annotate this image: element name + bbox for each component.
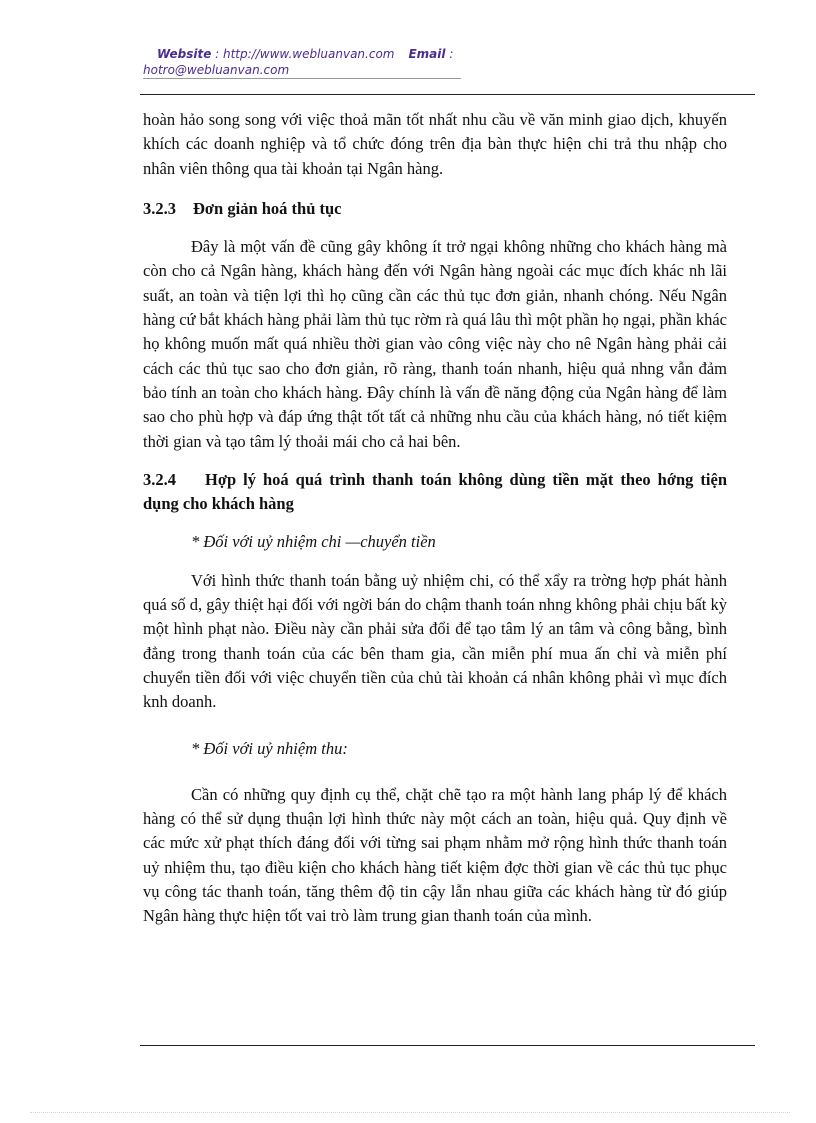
website-label: Website [157,47,212,61]
section-heading-3-2-3 [143,197,727,221]
paragraph-intro: hoàn hảo song song với việc thoả mãn tốt nhất nhu cầu về văn minh giao dịch, khuyến khích các doanh nghiệp và tổ chức đóng trên địa bàn thực hiện chi trả thu nhập cho nhân viên thông qua tài khoản tại Ngân hàng. [143,110,727,178]
section-heading-3-2-4 [143,468,727,517]
page-bottom-dotted-line [30,1112,790,1113]
email-separator: : [445,47,454,61]
header-line-2 [143,62,461,79]
header-line-1 [143,46,463,62]
section-title: Hợp lý hoá quá trình thanh toán không dùng tiền mặt theo hớng tiện dụng cho khách hàng [143,469,727,514]
paragraph-payment-order: Với hình thức thanh toán bằng uỷ nhiệm chi, có thể xẩy ra trờng hợp phát hành quá số d, gây thiệt hại đối với ngời bán do chậm thanh toán nhng không phải chịu bất kỳ một hình phạt nào. Điều này cần phải sửa đổi để tạo tâm lý an tâm và công bằng, bình đẳng trong thanh toán của các bên tham gia, cần miễn phí mua ấn chỉ và miễn phí chuyển tiền đối với việc chuyển tiền của chủ tài khoản cá nhân không phải vì mục đích knh doanh. [143,570,727,712]
document-body [143,108,727,929]
website-url-link[interactable]: http://www.webluanvan.com [223,47,395,61]
subheading-collection-order: * Đối với uỷ nhiệm thu: [191,738,348,758]
paragraph-simplify-procedures: Đây là một vấn đề cũng gây không ít trở ngại không những cho khách hàng mà còn cho cả Ngân hàng, khách hàng đến với Ngân hàng ngoài các mục đích khác nh lãi suất, an toàn và tiện lợi thì họ cũng cần các thủ tục đơn giản, nhanh chóng. Nếu Ngân hàng cứ bắt khách hàng phải làm thủ tục rờm rà quá lâu thì một phần họ ngại, phần khác họ không muốn mất quá nhiều thời gian vào công việc này cho nê Ngân hàng phải cải cách các thủ tục sao cho đơn giản, rõ ràng, thanh toán nhanh, hiệu quả nhng vẫn đảm bảo tính an toàn cho khách hàng. Đây chính là vấn đề năng động của Ngân hàng để làm sao cho phù hợp và đáp ứng thật tốt tất cả những nhu cầu của khách hàng, nó tiết kiệm thời gian và tạo tâm lý thoải mái cho cả hai bên. [143,237,728,451]
section-number: 3.2.3 [143,198,176,218]
footer-rule [140,1045,755,1046]
email-address-link[interactable]: hotro@webluanvan.com [143,63,290,77]
header-rule [140,94,755,95]
section-title: Đơn giản hoá thủ tục [193,198,342,218]
section-number: 3.2.4 [143,469,176,489]
email-label: Email [408,47,446,61]
website-separator: : [211,47,223,61]
subheading-payment-order: * Đối với uỷ nhiệm chi —chuyển tiền [191,532,436,552]
page-header [143,46,463,79]
paragraph-collection-order: Cần có những quy định cụ thể, chặt chẽ tạo ra một hành lang pháp lý để khách hàng có thể sử dụng thuận lợi hình thức này một cách an toàn, hiệu quả. Quy định về các mức xử phạt thích đáng đối với từng sai phạm nhằm mở rộng hình thức thanh toán uỷ nhiệm thu, tạo điều kiện cho khách hàng tiết kiệm đợc thời gian về các thủ tục phục vụ công tác thanh toán, tăng thêm độ tin cậy lẫn nhau giữa các khách hàng từ đó giúp Ngân hàng thực hiện tốt vai trò làm trung gian thanh toán của mình. [143,784,727,926]
